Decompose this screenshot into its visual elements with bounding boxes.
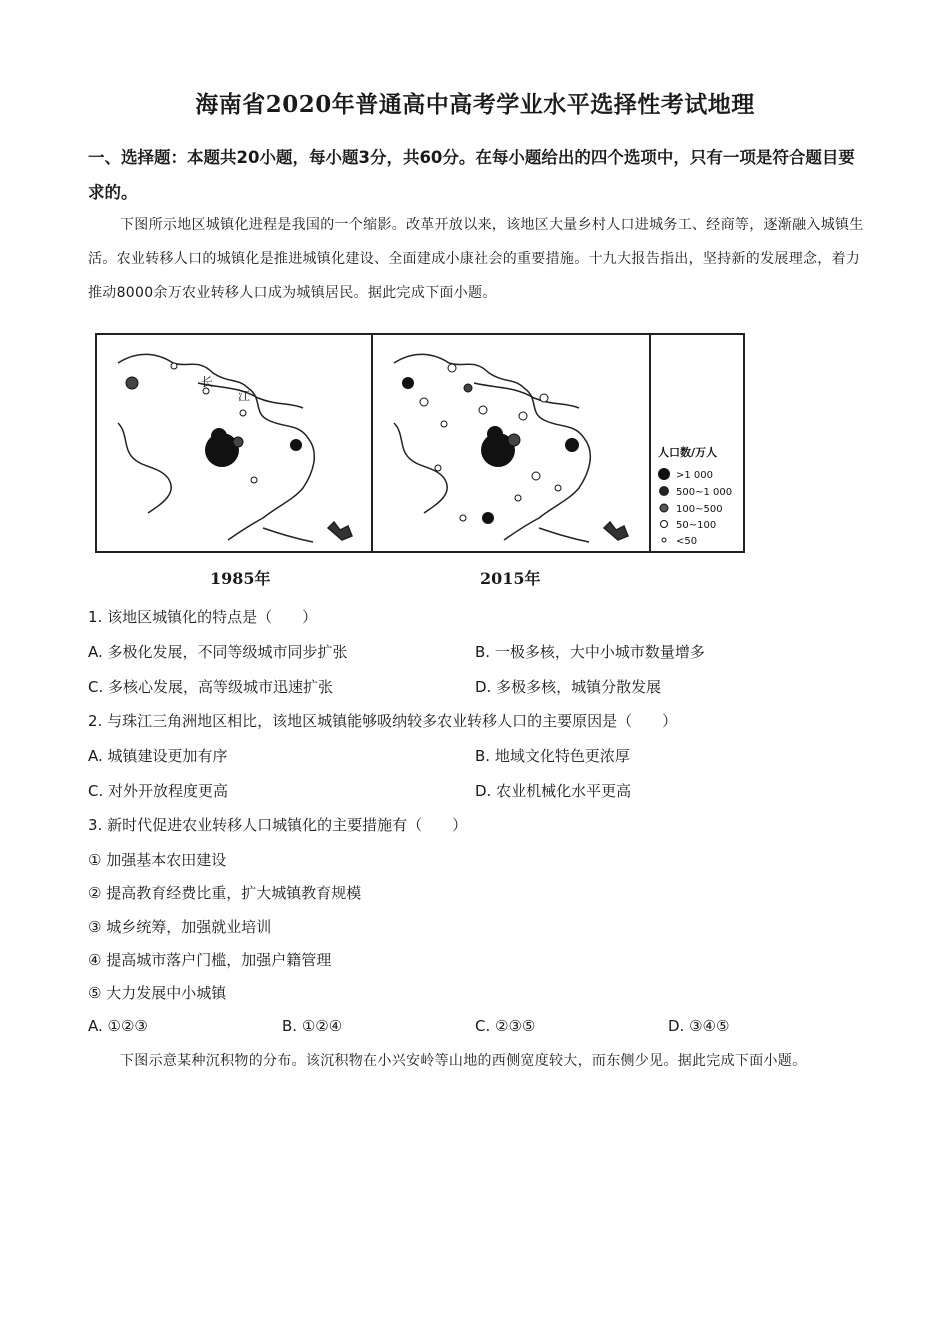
question-2-stem: 2. 与珠江三角洲地区相比，该地区城镇能够吸纳较多农业转移人口的主要原因是（ ） (88, 712, 678, 730)
q3-option-b: B. ①②④ (282, 1017, 343, 1035)
intro-paragraph-2: 下图示意某种沉积物的分布。该沉积物在小兴安岭等山地的西侧宽度较大，而东侧少见。据此完成下面小题。 (120, 1053, 807, 1069)
q2-option-c: C. 对外开放程度更高 (88, 782, 229, 800)
q3-option-a: A. ①②③ (88, 1017, 148, 1035)
q1-option-d: D. 多极多核，城镇分散发展 (475, 678, 662, 696)
river-label-1: 长 (201, 375, 214, 389)
q1-option-a: A. 多极化发展，不同等级城市同步扩张 (88, 643, 348, 661)
river-label-2: 江 (238, 389, 251, 403)
legend-item-1: >1 000 (676, 470, 714, 481)
intro-paragraph-1: 下图所示地区城镇化进程是我国的一个缩影。改革开放以来，该地区大量乡村人口进城务工、经商等，逐渐融入城镇生活。农业转移人口的城镇化是推进城镇化建设、全面建成小康社会的重要措施。十九大报告指出，坚持新的发展理念，着力推动8000余万农业转移人口成为城镇居民。据此完成下面小题。 (88, 217, 864, 301)
q2-option-a: A. 城镇建设更加有序 (88, 747, 228, 765)
urbanization-maps-figure (88, 328, 758, 593)
q2-option-d: D. 农业机械化水平更高 (475, 782, 632, 800)
q3-item-3: ③ 城乡统筹，加强就业培训 (88, 918, 272, 936)
page-title: 海南省2020年普通高中高考学业水平选择性考试地理 (195, 91, 755, 118)
q3-option-c: C. ②③⑤ (475, 1017, 536, 1035)
q1-option-b: B. 一极多核，大中小城市数量增多 (475, 643, 705, 661)
legend-item-2: 500~1 000 (676, 487, 733, 498)
question-3-stem: 3. 新时代促进农业转移人口城镇化的主要措施有（ ） (88, 816, 468, 834)
map-1985-caption: 1985年 (210, 569, 271, 588)
q3-item-4: ④ 提高城市落户门槛，加强户籍管理 (88, 951, 332, 969)
legend-item-3: 100~500 (676, 504, 723, 515)
legend-item-5: <50 (676, 536, 698, 547)
q3-item-5: ⑤ 大力发展中小城镇 (88, 984, 227, 1002)
legend-item-4: 50~100 (676, 520, 717, 531)
q3-option-d: D. ③④⑤ (668, 1017, 730, 1035)
map-2015-caption: 2015年 (480, 569, 541, 588)
q1-option-c: C. 多核心发展，高等级城市迅速扩张 (88, 678, 334, 696)
q2-option-b: B. 地域文化特色更浓厚 (475, 747, 630, 765)
q3-item-2: ② 提高教育经费比重，扩大城镇教育规模 (88, 884, 362, 902)
q3-item-1: ① 加强基本农田建设 (88, 851, 227, 869)
question-1-stem: 1. 该地区城镇化的特点是（ ） (88, 608, 318, 626)
section-heading: 一、选择题：本题共20小题，每小题3分，共60分。在每小题给出的四个选项中，只有一项是符合题目要求的。 (88, 148, 855, 202)
legend-title: 人口数/万人 (658, 446, 718, 459)
